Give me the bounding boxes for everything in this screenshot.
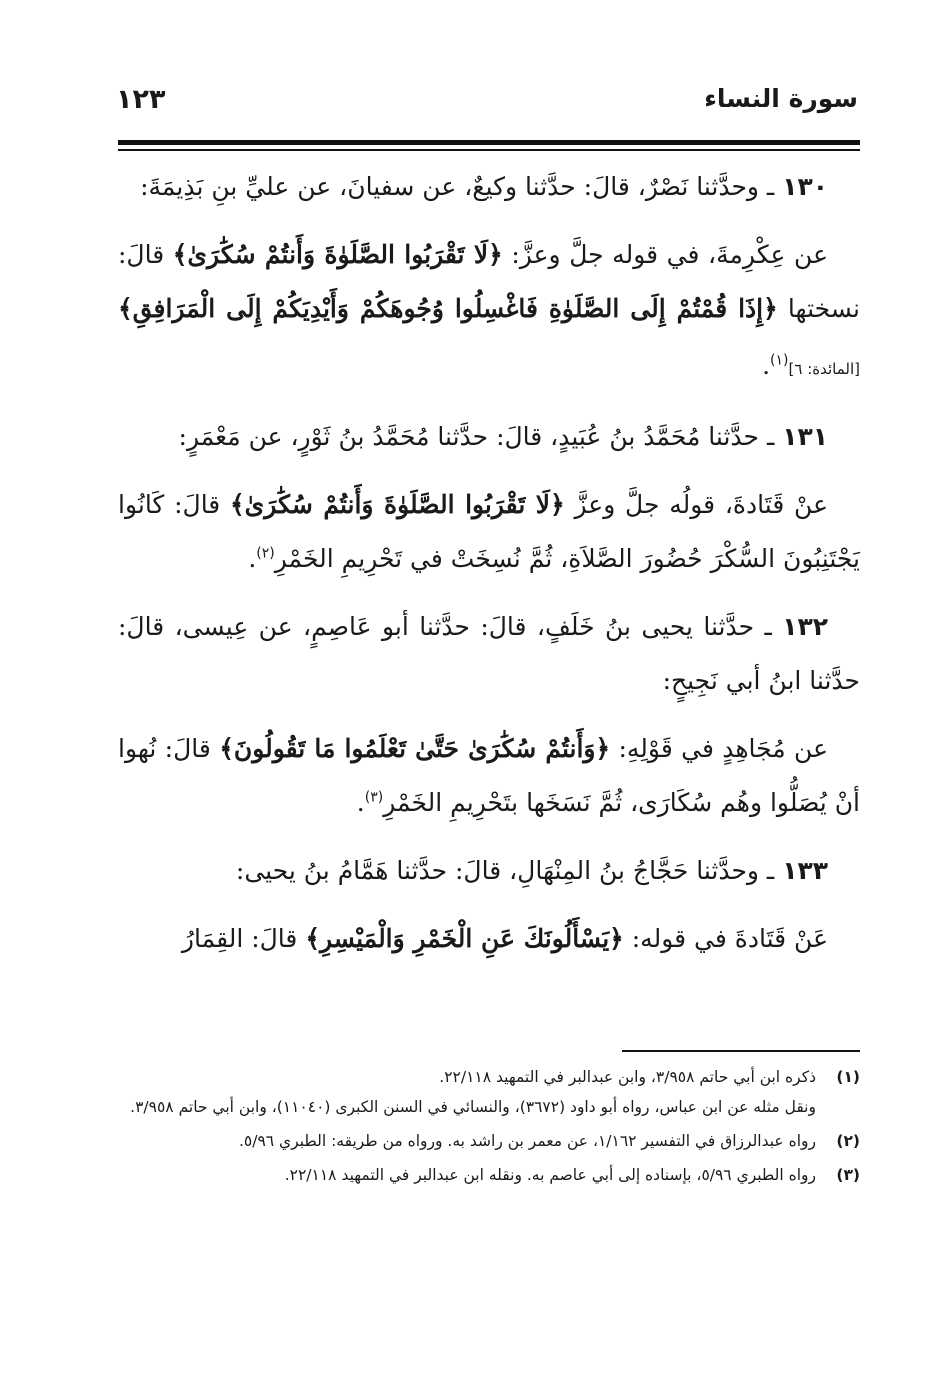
hadith-isnad-130	[118, 160, 860, 214]
running-title: سورة النساء	[704, 84, 858, 113]
hadith-body-132	[118, 722, 860, 830]
end-mark: .	[762, 351, 771, 380]
body-lead: عَنْ قَتَادةَ في قوله:	[623, 924, 828, 953]
header-rule-thick	[118, 140, 860, 145]
body-text: قالَ: نسختها	[118, 240, 861, 323]
footnote-2	[118, 1126, 860, 1156]
hadith-body-131	[118, 478, 860, 586]
hadith-number: ١٣١	[782, 422, 828, 451]
body-text: قالَ: كَانُوا يَجْتَنِبُونَ السُّكْرَ حُضُورَ الصَّلاَةِ، ثُمَّ نُسِخَتْ في تَحْرِيمِ الخَمْرِ	[118, 490, 860, 573]
end-mark: .	[356, 788, 365, 817]
hadith-isnad-131	[118, 410, 860, 464]
footnote-number: (٣)	[836, 1166, 860, 1184]
footnote-line: ذكره ابن أبي حاتم ٣/٩٥٨، وابن عبدالبر في التمهيد ٢٢/١١٨.	[439, 1068, 816, 1086]
hadith-number: ١٣٣	[782, 856, 828, 885]
hadith-body-133	[118, 912, 860, 966]
quran-verse: ﴿وَأَنتُمْ سُكَٰرَىٰ حَتَّىٰ تَعْلَمُوا مَا تَقُولُونَ﴾	[219, 734, 611, 763]
isnad-text: ـ وحدَّثنا حَجَّاجُ بنُ المِنْهَالِ، قالَ: حدَّثنا هَمَّامُ بنُ يحيى:	[235, 856, 783, 885]
footnote-ref[interactable]: (٣)	[364, 789, 384, 806]
isnad-text: ـ حدَّثنا مُحَمَّدُ بنُ عُبَيدٍ، قالَ: حدَّثنا مُحَمَّدُ بنُ ثَوْرٍ، عن مَعْمَرٍ:	[178, 422, 783, 451]
footnote-ref[interactable]: (١)	[770, 352, 789, 369]
hadith-number: ١٣٢	[782, 612, 828, 641]
footnote-number: (٢)	[836, 1132, 860, 1150]
quran-verse: ﴿لَا تَقْرَبُوا الصَّلَوٰةَ وَأَنتُمْ سُكَٰرَىٰ﴾	[172, 240, 503, 269]
isnad-text: ـ وحدَّثنا نَصْرٌ، قالَ: حدَّثنا وكيعٌ، عن سفيانَ، عن عليِّ بنِ بَذِيمَةَ:	[140, 172, 783, 201]
footnote-line: رواه الطبري ٥/٩٦، بإسناده إلى أبي عاصم به. ونقله ابن عبدالبر في التمهيد ٢٢/١١٨.	[284, 1166, 816, 1184]
footnotes	[118, 1062, 860, 1194]
verse-source: [المائدة: ٦]	[788, 360, 860, 378]
body-text: قالَ: نُهوا أنْ يُصَلُّوا وهُم سُكَارَى، ثُمَّ نَسَخَها بتَحْرِيمِ الخَمْرِ	[118, 734, 860, 817]
footnote-separator	[622, 1050, 860, 1052]
footnote-number: (١)	[836, 1068, 860, 1086]
footnote-3	[118, 1160, 860, 1190]
body-lead: عن مُجَاهِدٍ في قَوْلِهِ:	[610, 734, 828, 763]
footnote-1	[118, 1062, 860, 1122]
page-number: ١٢٣	[116, 84, 166, 115]
quran-verse: ﴿إِذَا قُمْتُمْ إِلَى الصَّلَوٰةِ فَاغْسِلُوا وُجُوهَكُمْ وَأَيْدِيَكُمْ إِلَى الْمَرَافِقِ﴾	[118, 294, 778, 323]
main-text	[118, 160, 860, 980]
hadith-isnad-132	[118, 600, 860, 708]
end-mark: .	[248, 544, 257, 573]
isnad-text: ـ حدَّثنا يحيى بنُ خَلَفٍ، قالَ: حدَّثنا أبو عَاصِمٍ، عن عِيسى، قالَ: حدَّثنا ابنُ أبي نَجِيحٍ:	[118, 612, 860, 695]
body-lead: عنْ قَتَادةَ، قولُه جلَّ وعزَّ	[564, 490, 828, 519]
footnote-line: رواه عبدالرزاق في التفسير ١/١٦٢، عن معمر بن راشد به. ورواه من طريقه: الطبري ٥/٩٦.	[238, 1132, 816, 1150]
header-rule-thin	[118, 149, 860, 151]
hadith-number: ١٣٠	[782, 172, 828, 201]
quran-verse: ﴿لَا تَقْرَبُوا الصَّلَوٰةَ وَأَنتُمْ سُكَٰرَىٰ﴾	[230, 490, 565, 519]
quran-verse: ﴿يَسْأَلُونَكَ عَنِ الْخَمْرِ وَالْمَيْسِرِ﴾	[305, 924, 624, 953]
footnote-ref[interactable]: (٢)	[256, 545, 275, 562]
hadith-body-130	[118, 228, 860, 396]
body-lead: عن عِكْرِمةَ، في قوله جلَّ وعزَّ:	[502, 240, 828, 269]
hadith-isnad-133	[118, 844, 860, 898]
body-text: قالَ: القِمَارُ	[181, 924, 306, 953]
footnote-line: ونقل مثله عن ابن عباس، رواه أبو داود (٣٦٧٢)، والنسائي في السنن الكبرى (١١٠٤٠)، وابن أبي حاتم ٣/٩٥٨.	[130, 1098, 816, 1116]
